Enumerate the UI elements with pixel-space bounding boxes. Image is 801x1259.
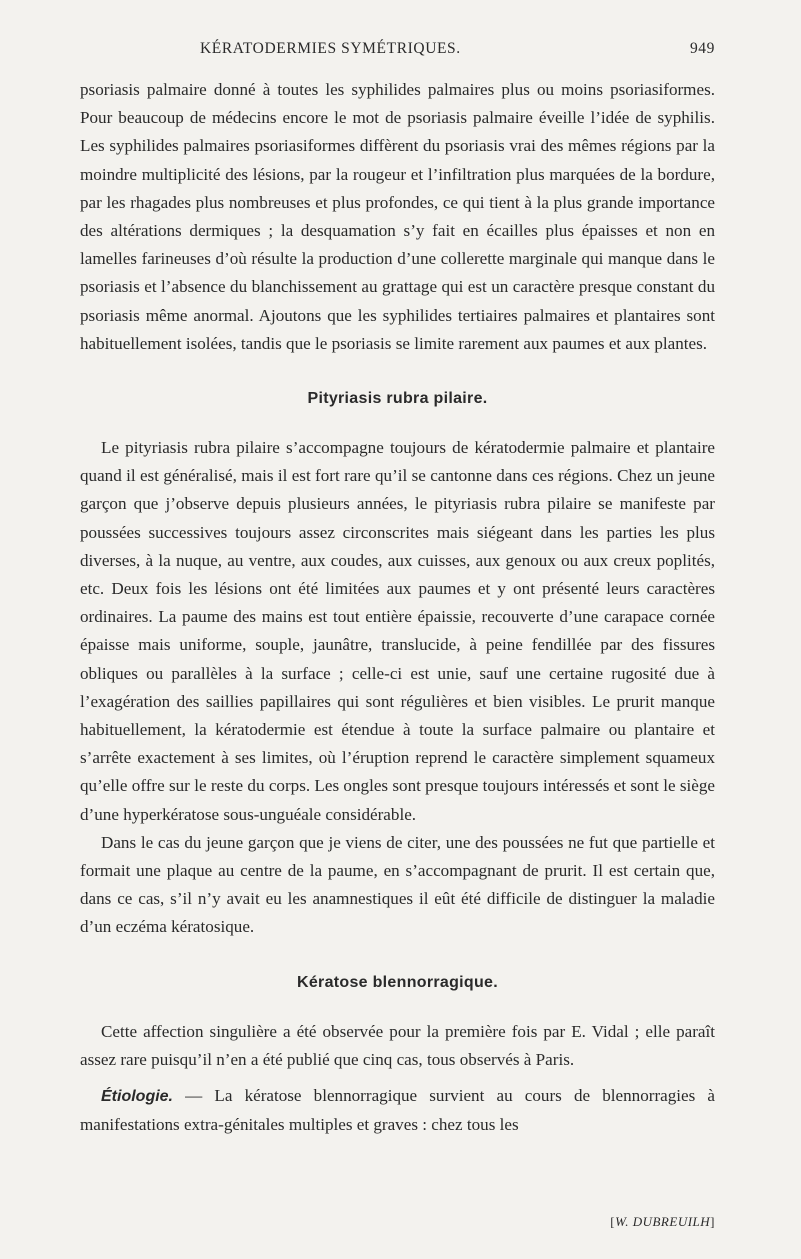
section-heading-keratose: Kératose blennorragique. — [296, 973, 499, 991]
footer-bracket-open: [ — [610, 1214, 616, 1229]
footer-bracket-close: ] — [710, 1214, 715, 1229]
running-head — [80, 40, 715, 62]
paragraph-pityriasis-description: Le pityriasis rubra pilaire s’accompagne toujours de kératodermie palmaire et plantaire quand il est généralisé, mais il est fort rare qu’il se cantonne dans ces régions. Chez un jeune garçon que j’observe depuis plusieurs années, le pityriasis rubra pilaire se manifeste par poussées successives toujours assez circonscrites mais siégeant dans les parties les plus diverses, à la nuque, au ventre, aux coudes, aux cuisses, aux genoux ou aux creux poplités, etc. Deux fois les lésions ont été limitées aux paumes et y ont présenté leurs caractères ordinaires. La paume des mains est tout entière épaissie, recouverte d’une carapace cornée épaisse mais uniforme, souple, jaunâtre, translucide, à peine fendillée par des fissures obliques ou parallèles à la surface ; celle-ci est unie, sauf une certaine rugosité due à l’exagération des saillies papillaires qui sont régulières et bien visibles. Le prurit manque habituellement, la kératodermie est étendue à toute la surface palmaire ou plantaire et s’arrête exactement à ses limites, où l’éruption reprend le caractère simplement squameux qu’elle offre sur le reste du corps. Les ongles sont presque toujours intéressés et sont le siège d’une hyperkératose sous-unguéale considérable. — [80, 438, 715, 824]
spacer — [80, 1074, 715, 1082]
body-text — [80, 76, 715, 1140]
paragraph-psoriasis-comparison: psoriasis palmaire donné à toutes les syphilides palmaires plus ou moins psoriasiformes. Pour beaucoup de médecins encore le mot de psoriasis palmaire éveille l’idée de syphilis. Les syphilides palmaires psoriasiformes diffèrent du psoriasis vrai des mêmes régions par la moindre multiplicité des lésions, par la rougeur et l’infiltration plus marquées de la bordure, par les rhagades plus nombreuses et plus profondes, ce qui tient à la plus grande importance des altérations dermiques ; la desquamation s’y fait en écailles plus épaisses et non en lamelles farineuses d’où résulte la production d’une collerette marginale qui manque dans le psoriasis et l’absence du blanchissement au grattage qui est un caractère presque constant du psoriasis même anormal. Ajoutons que les syphilides tertiaires palmaires et plantaires sont habituellement isolées, tandis que le psoriasis se limite rarement aux paumes et aux plantes. — [80, 80, 715, 353]
section-heading-pityriasis: Pityriasis rubra pilaire. — [307, 390, 488, 408]
running-title: KÉRATODERMIES SYMÉTRIQUES. — [200, 40, 461, 57]
paragraph-etiologie — [80, 1082, 715, 1139]
paragraph-keratose-intro: Cette affection singulière a été observée pour la première fois par E. Vidal ; elle paraît assez rare puisqu’il n’en a été publié que cinq cas, tous observés à Paris. — [80, 1021, 715, 1069]
subheading-etiologie: Étiologie. — [101, 1088, 173, 1106]
footer-author: W. DUBREUILH — [615, 1214, 711, 1229]
page-number: 949 — [689, 40, 715, 57]
paragraph-etiologie-text: — La kératose blennorragique survient au cours de blennorragies à manifestations extra-génitales multiples et graves : chez tous les — [80, 1086, 715, 1135]
footer-signature — [610, 1214, 715, 1230]
paragraph-pityriasis-case: Dans le cas du jeune garçon que je viens de citer, une des poussées ne fut que partielle et formait une plaque au centre de la paume, en s’accompagnant de prurit. Il est certain que, dans ce cas, s’il n’y avait eu les anamnestiques il eût été difficile de distinguer la maladie d’un eczéma kératosique. — [80, 832, 715, 937]
